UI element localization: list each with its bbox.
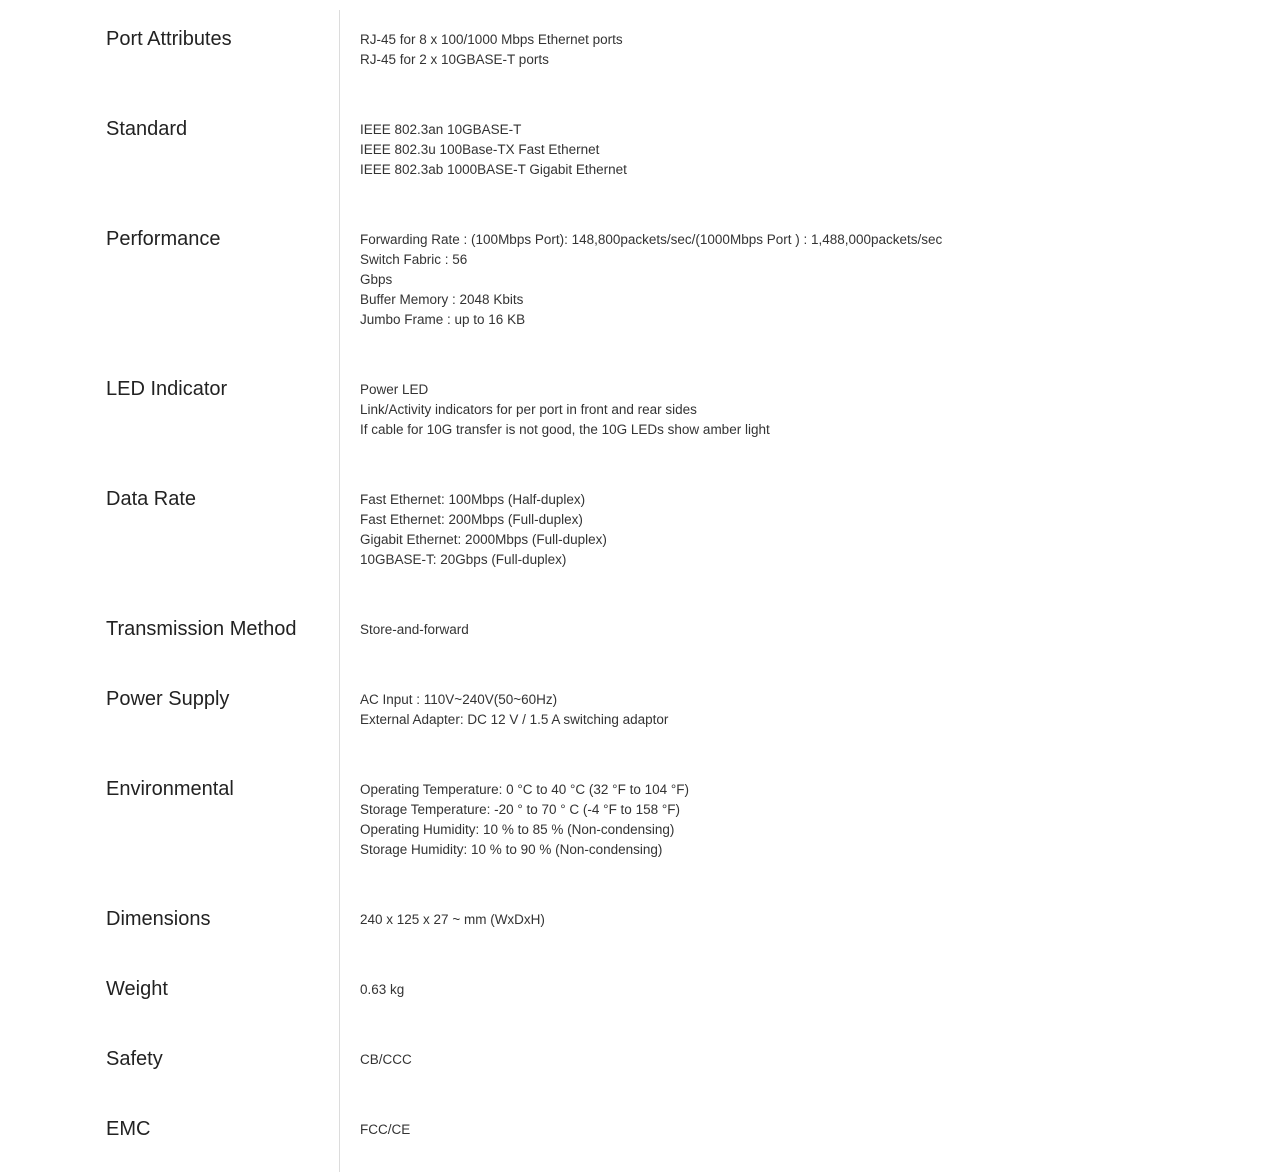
spec-label: Power Supply xyxy=(106,688,230,710)
spec-values xyxy=(360,380,770,440)
spec-values xyxy=(360,910,545,930)
spec-values xyxy=(360,620,469,640)
spec-value: Store-and-forward xyxy=(360,622,469,637)
spec-label: Data Rate xyxy=(106,488,197,510)
spec-label: Transmission Method xyxy=(106,618,297,640)
spec-value: Storage Humidity: 10 % to 90 % (Non-condensing) xyxy=(360,842,663,857)
spec-value: Buffer Memory : 2048 Kbits xyxy=(360,292,524,307)
spec-label: Performance xyxy=(106,228,221,250)
spec-value: Jumbo Frame : up to 16 KB xyxy=(360,312,526,327)
spec-values xyxy=(360,780,689,860)
spec-value: Link/Activity indicators for per port in front and rear sides xyxy=(360,402,697,417)
spec-values xyxy=(360,690,668,730)
spec-value: 0.63 kg xyxy=(360,982,405,997)
spec-value: Storage Temperature: -20 ° to 70 ° C (-4 °F to 158 °F) xyxy=(360,802,680,817)
spec-label: Standard xyxy=(106,118,188,140)
spec-value: IEEE 802.3u 100Base-TX Fast Ethernet xyxy=(360,142,600,157)
spec-value: Operating Temperature: 0 °C to 40 °C (32 °F to 104 °F) xyxy=(360,782,689,797)
spec-label: Environmental xyxy=(106,778,234,800)
spec-value: Gbps xyxy=(360,272,393,287)
spec-values xyxy=(360,230,942,330)
column-divider xyxy=(339,10,340,1172)
spec-value: RJ-45 for 2 x 10GBASE-T ports xyxy=(360,52,549,67)
spec-value: 10GBASE-T: 20Gbps (Full-duplex) xyxy=(360,552,567,567)
spec-value: Fast Ethernet: 200Mbps (Full-duplex) xyxy=(360,512,583,527)
spec-label: Weight xyxy=(106,978,168,1000)
spec-value: Fast Ethernet: 100Mbps (Half-duplex) xyxy=(360,492,586,507)
spec-value: Forwarding Rate : (100Mbps Port): 148,800packets/sec/(1000Mbps Port ) : 1,488,000packets/sec xyxy=(360,232,943,247)
spec-values xyxy=(360,1120,410,1140)
spec-value: FCC/CE xyxy=(360,1122,411,1137)
spec-value: Operating Humidity: 10 % to 85 % (Non-condensing) xyxy=(360,822,675,837)
spec-values xyxy=(360,490,607,570)
spec-values xyxy=(360,980,404,1000)
spec-value: IEEE 802.3an 10GBASE-T xyxy=(360,122,522,137)
spec-value: Gigabit Ethernet: 2000Mbps (Full-duplex) xyxy=(360,532,607,547)
spec-label: Port Attributes xyxy=(106,28,232,50)
spec-value: External Adapter: DC 12 V / 1.5 A switching adaptor xyxy=(360,712,669,727)
spec-values xyxy=(360,120,627,180)
spec-values xyxy=(360,1050,412,1070)
spec-values xyxy=(360,30,623,70)
spec-value: Switch Fabric : 56 xyxy=(360,252,468,267)
spec-value: RJ-45 for 8 x 100/1000 Mbps Ethernet ports xyxy=(360,32,623,47)
spec-label: Safety xyxy=(106,1048,163,1070)
spec-label: Dimensions xyxy=(106,908,211,930)
spec-value: CB/CCC xyxy=(360,1052,412,1067)
spec-label: EMC xyxy=(106,1118,151,1140)
spec-value: If cable for 10G transfer is not good, the 10G LEDs show amber light xyxy=(360,422,770,437)
spec-value: IEEE 802.3ab 1000BASE-T Gigabit Ethernet xyxy=(360,162,627,177)
spec-label: LED Indicator xyxy=(106,378,228,400)
spec-value: 240 x 125 x 27 ~ mm (WxDxH) xyxy=(360,912,545,927)
spec-value: Power LED xyxy=(360,382,429,397)
spec-value: AC Input : 110V~240V(50~60Hz) xyxy=(360,692,558,707)
